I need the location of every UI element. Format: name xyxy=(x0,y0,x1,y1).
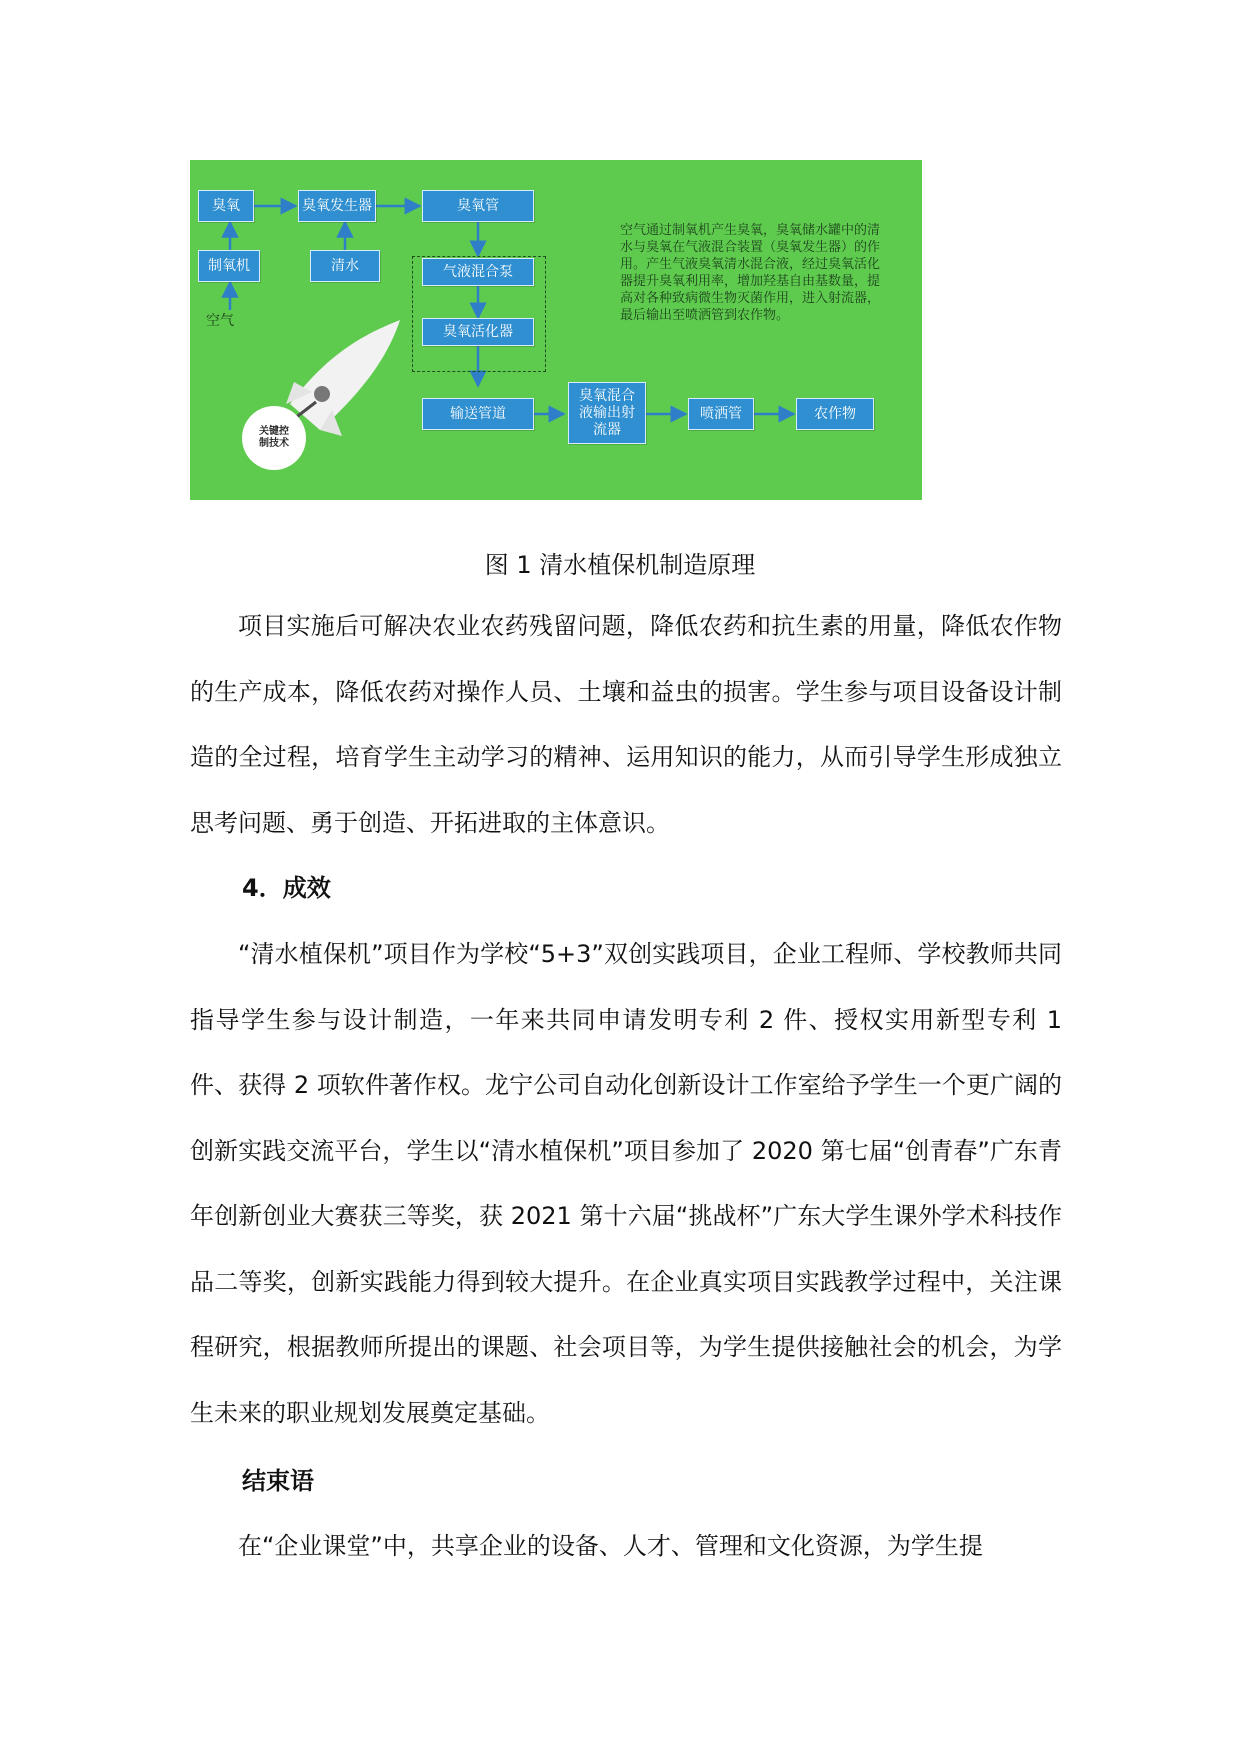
box-delivery-pipe: 输送管道 xyxy=(422,398,534,430)
paragraph-conclusion: 在“企业课堂”中，共享企业的设备、人才、管理和文化资源，为学生提 xyxy=(238,1532,983,1560)
heading-conclusion: 结束语 xyxy=(242,1467,314,1495)
paragraph-impact: 项目实施后可解决农业农药残留问题，降低农药和抗生素的用量，降低农作物的生产成本，降低农药对操作人员、土壤和益虫的损害。学生参与项目设备设计制造的全过程，培育学生主动学习的精神、运用知识的能力，从而引导学生形成独立思考问题、勇于创造、开拓进取的主体意识。 xyxy=(190,612,1062,837)
box-gas-liquid-pump: 气液混合泵 xyxy=(422,258,534,286)
box-spray-tube: 喷洒管 xyxy=(688,398,754,430)
key-technology-badge xyxy=(242,406,306,470)
box-ozone-generator: 臭氧发生器 xyxy=(298,190,376,222)
label-air: 空气 xyxy=(206,313,234,329)
rocket-icon xyxy=(286,320,400,436)
paragraph-results: “清水植保机”项目作为学校“5+3”双创实践项目，企业工程师、学校教师共同指导学生参与设计制造，一年来共同申请发明专利 2 件、授权实用新型专利 1 件、获得 2 项软件著作权。龙宁公司自动化创新设计工作室给予学生一个更广阔的创新实践交流平台，学生以“清水植保机”项目参加了 2020 第七届“创青春”广东青年创新创业大赛获三等奖，获 2021 第十六届“挑战杯”广东大学生课外学术科技作品二等奖，创新实践能力得到较大提升。在企业真实项目实践教学过程中，关注课程研究，根据教师所提出的课题、社会项目等，为学生提供接触社会的机会，为学生未来的职业规划发展奠定基础。 xyxy=(190,940,1062,1427)
box-ozone: 臭氧 xyxy=(198,190,254,222)
box-clean-water: 清水 xyxy=(310,250,380,282)
box-ozone-activator: 臭氧活化器 xyxy=(422,318,534,346)
process-diagram xyxy=(190,160,922,500)
box-oxygen-machine: 制氧机 xyxy=(198,250,260,282)
figure-caption: 图 1 清水植保机制造原理 xyxy=(484,551,756,579)
box-ejector: 臭氧混合液输出射流器 xyxy=(568,382,646,444)
badge-text: 关键控制技术 xyxy=(259,426,289,449)
process-description: 空气通过制氧机产生臭氧，臭氧储水罐中的清水与臭氧在气液混合装置（臭氧发生器）的作用。产生气液臭氧清水混合液，经过臭氧活化器提升臭氧利用率，增加羟基自由基数量，提高对各种致病微生物灭菌作用，进入射流器，最后输出至喷洒管到农作物。 xyxy=(620,223,881,323)
box-ozone-tube: 臭氧管 xyxy=(422,190,534,222)
box-crops: 农作物 xyxy=(796,398,874,430)
heading-results: 4．成效 xyxy=(242,874,331,902)
